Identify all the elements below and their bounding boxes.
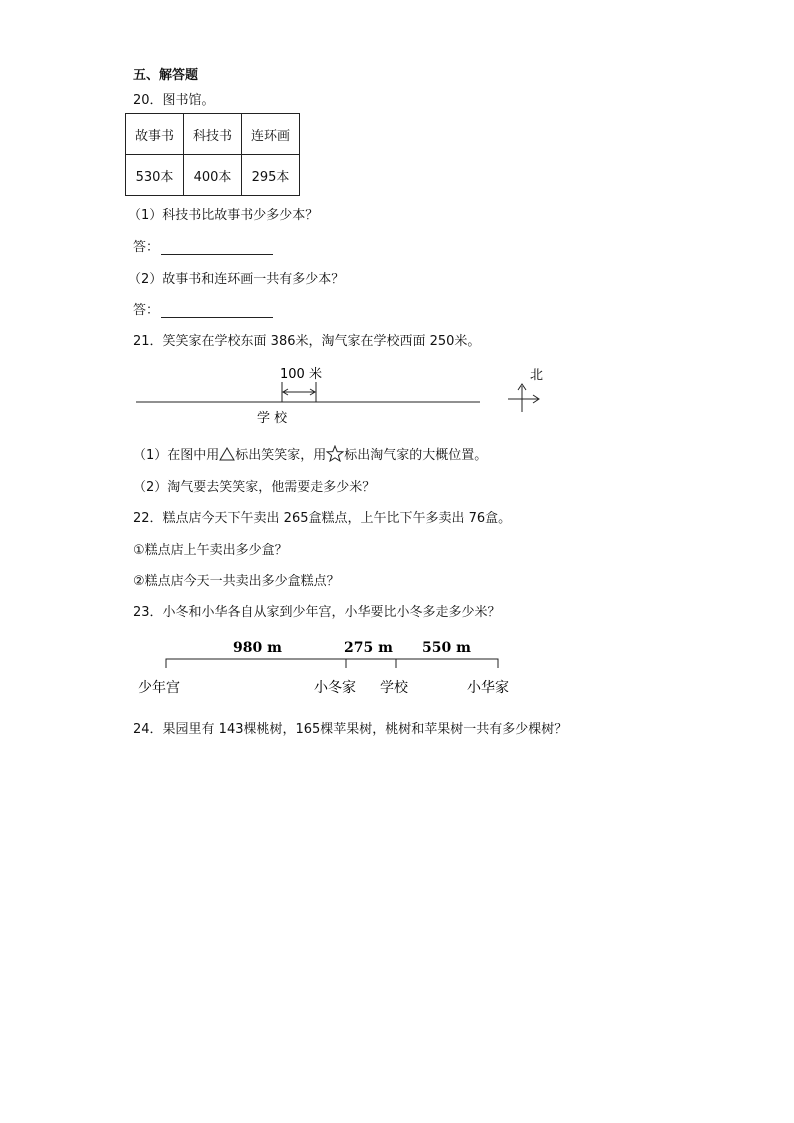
q20-answer1 [133,236,273,255]
q21-sub1 [133,444,487,463]
seg1-label: 980 m [233,640,282,656]
q20-sub1: （1）科技书比故事书少多少本？ [128,208,319,223]
q21-sub1-pre: （1）在图中用 [133,448,220,463]
q21-title: 21．笑笑家在学校东面 386米，淘气家在学校西面 250米。 [133,334,481,349]
school-label: 学 校 [257,411,288,426]
q21-sub2: （2）淘气要去笑笑家，他需要走多少米？ [133,480,376,495]
table-row [126,155,300,196]
table-header-cell: 故事书 [126,114,184,155]
table-cell: 400本 [184,155,242,196]
q23-title: 23．小冬和小华各自从家到少年宫，小华要比小冬多走多少米？ [133,605,501,620]
q21-map-diagram [130,360,560,430]
q21-sub1-mid: 标出笑笑家，用 [235,448,327,463]
q22-sub1: ①糕点店上午卖出多少盒？ [133,543,288,558]
q24-title: 24．果园里有 143棵桃树，165棵苹果树，桃树和苹果树一共有多少棵树？ [133,722,568,737]
seg2-label: 275 m [344,640,393,656]
q20-title: 20．图书馆。 [133,93,215,108]
answer-line[interactable] [161,240,273,255]
place-label-xiaodong-home: 小冬家 [314,680,356,696]
answer-line[interactable] [161,303,273,318]
table-header-cell: 连环画 [242,114,300,155]
table-cell: 530本 [126,155,184,196]
q22-sub2: ②糕点店今天一共卖出多少盒糕点？ [133,574,340,589]
table-header-cell: 科技书 [184,114,242,155]
segment-550-bracket [396,659,498,668]
place-label-xiaohua-home: 小华家 [467,680,509,696]
north-label: 北 [530,368,544,383]
place-label-youth-palace: 少年宫 [138,680,180,696]
segment-980-bracket [166,659,346,668]
q23-distance-diagram [130,630,530,700]
star-icon [326,445,344,462]
segment-275-bracket [346,659,396,668]
answer-label: 答： [133,303,160,318]
q20-sub2: （2）故事书和连环画一共有多少本？ [128,272,345,287]
scale-label: 100 米 [280,367,322,382]
place-label-school: 学校 [380,680,408,696]
answer-label: 答： [133,240,160,255]
triangle-icon [219,447,235,461]
library-table [125,113,300,196]
q20-answer2 [133,299,273,318]
table-cell: 295本 [242,155,300,196]
q21-sub1-post: 标出淘气家的大概位置。 [344,448,488,463]
q22-title: 22．糕点店今天下午卖出 265盒糕点，上午比下午多卖出 76盒。 [133,511,512,526]
section-title: 五、解答题 [133,68,199,83]
table-header-row [126,114,300,155]
seg3-label: 550 m [422,640,471,656]
